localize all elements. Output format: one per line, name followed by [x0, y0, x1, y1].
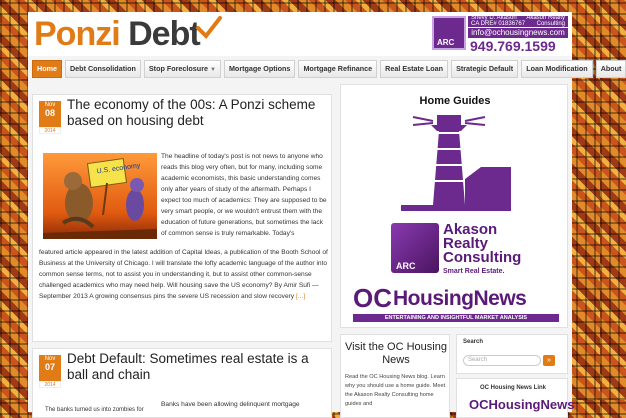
search-input[interactable]: Search: [463, 355, 541, 366]
search-button[interactable]: [543, 355, 555, 366]
post-image-caption: The banks turned us into zombies for: [45, 407, 144, 413]
oc-housing-news-link-widget: [456, 378, 575, 418]
logo-word-debt: Debt: [128, 15, 200, 53]
site-header: [28, 12, 572, 56]
search-icon: »: [547, 357, 551, 364]
contact-company: Akason Realty Consulting: [526, 15, 565, 27]
nav-item-stop-foreclosure[interactable]: Stop Foreclosure ▼: [144, 60, 221, 78]
post-card: [32, 348, 332, 418]
read-more-link[interactable]: [...]: [295, 293, 306, 300]
arc-logo: ARC: [432, 16, 466, 50]
nav-item-real-estate-loan[interactable]: Real Estate Loan: [380, 60, 448, 78]
nav-item-about[interactable]: About: [596, 60, 626, 78]
akason-realty-logo[interactable]: Akason Realty Consulting Smart Real Estate.: [443, 221, 522, 275]
page-container: [28, 12, 622, 413]
search-widget: [456, 334, 568, 374]
nav-item-loan-modification[interactable]: Loan Modification: [521, 60, 593, 78]
post-title[interactable]: Debt Default: Sometimes real estate is a ball and chain: [67, 351, 309, 382]
main-nav: [28, 60, 622, 78]
post-card: [32, 94, 332, 342]
oc-housing-news-logo[interactable]: OC HousingNews ENTERTAINING AND INSIGHTFUL MARKET ANALYSIS: [353, 283, 559, 323]
widget-title: Home Guides: [419, 95, 491, 107]
oc-housing-news-link[interactable]: OCHousingNews: [469, 397, 575, 412]
widget-title: Search: [463, 339, 484, 345]
widget-title: OC Housing News Link: [479, 385, 546, 391]
nav-item-home[interactable]: Home: [32, 60, 62, 78]
contact-banner[interactable]: [432, 16, 568, 54]
coyote-illustration: [43, 153, 157, 239]
widget-title: Visit the OC Housing News: [345, 341, 447, 366]
post-excerpt-continued: featured article appeared in the latest addition of Capital Ideas, a publication of the Booth School of Business at the University of Chicago. I will translate the lofty academic language of the author into common sense terms, not to assist you in understanding it, but to assist other common-sense challenged academics who may need help. Will housing save the US economy? By Amir Sufi — September 2013 A growing consensus pins the severe US recession and slow recovery [...]: [39, 249, 328, 300]
lighthouse-icon[interactable]: [341, 109, 569, 221]
contact-name-bar: [468, 16, 568, 27]
arc-logo[interactable]: ARC: [391, 223, 439, 273]
post-excerpt: Banks have been allowing delinquent mortgage: [161, 401, 300, 408]
contact-name: Shevy D. Akason CA DRE# 01836767: [471, 15, 526, 27]
checkmark-icon: [196, 16, 222, 40]
nav-item-strategic-default[interactable]: Strategic Default: [451, 60, 518, 78]
contact-email[interactable]: info@ochousingnews.com: [468, 28, 568, 38]
post-thumbnail[interactable]: [43, 153, 157, 239]
nav-item-debt-consolidation[interactable]: Debt Consolidation: [65, 60, 141, 78]
post-date-badge: Nov 08 2014: [39, 101, 61, 127]
chevron-down-icon: ▼: [209, 67, 216, 73]
visit-text[interactable]: Read the OC Housing News blog. Learn why you should use a home guide. Meet the Akason Realty Consulting home guides and: [345, 374, 446, 407]
nav-item-mortgage-refinance[interactable]: Mortgage Refinance: [298, 60, 377, 78]
post-date-badge: Nov 07 2014: [39, 355, 61, 381]
visit-widget: [340, 334, 450, 418]
post-excerpt: The headline of today's post is not news to anyone who reads this blog very often, but for many, including some academic economists, this basic understanding comes only after years of study of the aftermath. Perhaps I expect too much of academics: They are supposed to be very smart people, or we wouldn't entrust them with the education of future generations, but sometimes the lack of common sense is truly remarkable. Today's: [161, 153, 327, 237]
nav-item-mortgage-options[interactable]: Mortgage Options: [224, 60, 296, 78]
site-logo[interactable]: [34, 14, 200, 54]
contact-phone[interactable]: 949.769.1599: [470, 38, 556, 54]
svg-text:U.S. economy: U.S. economy: [96, 162, 141, 176]
logo-word-ponzi: Ponzi: [34, 15, 120, 53]
post-title[interactable]: The economy of the 00s: A Ponzi scheme based on housing debt: [67, 97, 316, 128]
home-guides-widget: [340, 84, 568, 328]
